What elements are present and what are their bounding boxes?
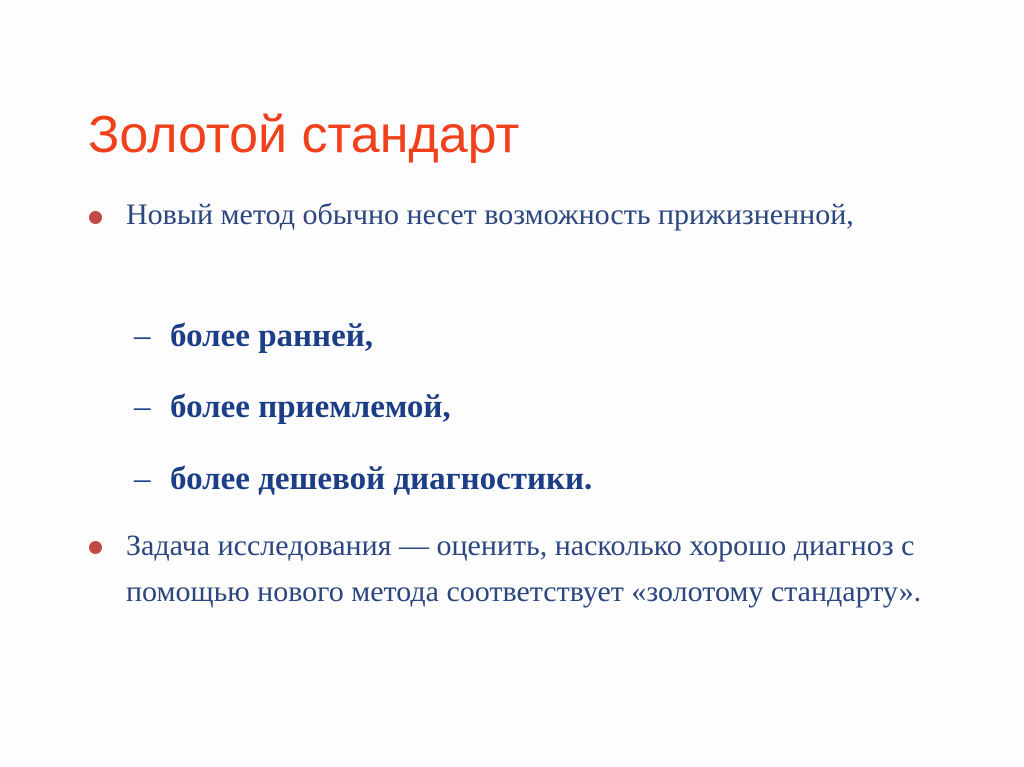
subitem-cheaper [134,459,592,499]
subitem-text: более приемлемой, [170,389,451,425]
bullet-item-new-method: Новый метод обычно несет возможность прижизненной, [126,198,854,231]
dash-marker: – [134,389,151,425]
bullet-dot [89,211,102,224]
slide-title: Золотой стандарт [88,106,520,164]
dash-marker: – [134,461,151,497]
bullet-dot [89,541,102,554]
dash-marker: – [134,318,151,354]
bullet-item-study-task: Задача исследования — оценить, насколько хорошо диагноз с помощью нового метода соответствует «золотому стандарту». [126,529,922,608]
subitem-earlier [134,316,373,356]
subitem-text: более дешевой диагностики. [170,461,593,497]
subitem-text: более ранней, [170,318,373,354]
subitem-acceptable [134,387,451,427]
